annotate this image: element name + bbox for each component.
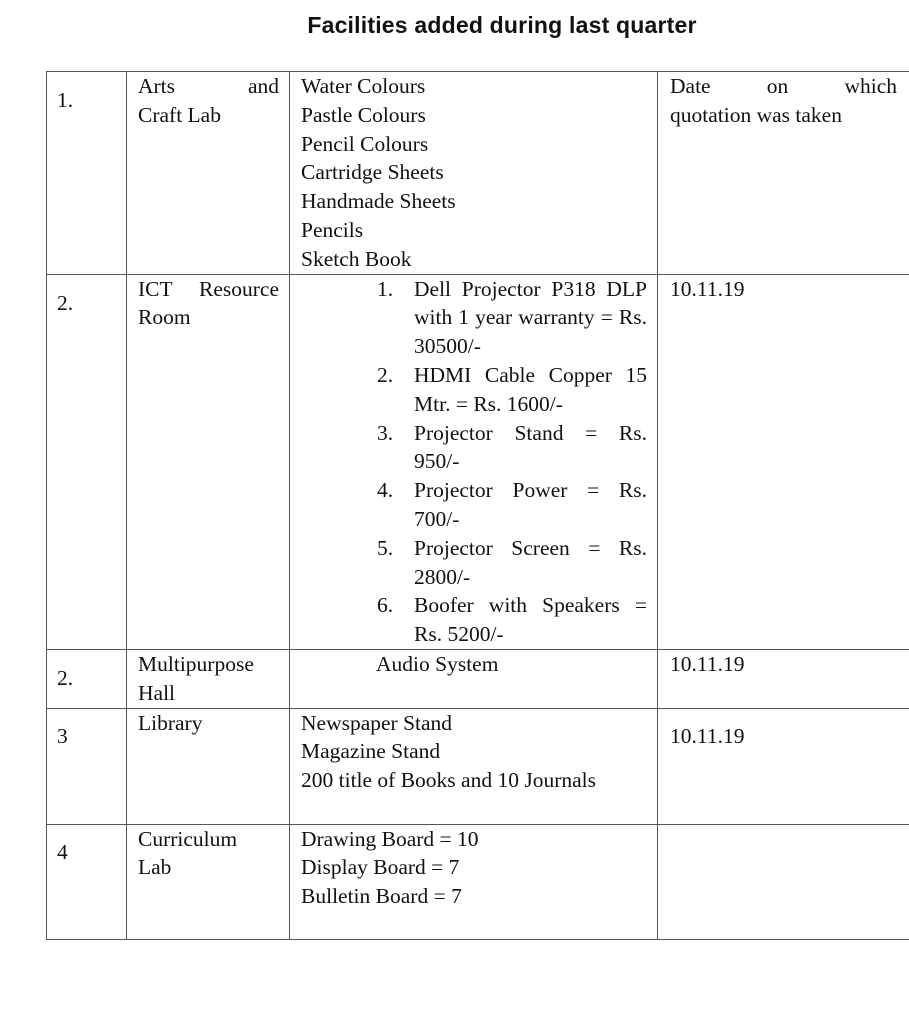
list-item-number: 2. [377,362,394,387]
numbered-item-list [301,275,647,649]
list-item-text: Boofer with Speakers = Rs. 5200/- [414,593,647,647]
list-item-text: Projector Stand = Rs. 950/- [414,420,647,474]
facility-area: Curriculum Lab [138,826,238,880]
date-cell [658,649,909,708]
list-item [301,419,647,477]
list-item-number: 5. [377,535,394,560]
table-row [47,72,909,275]
items-cell [290,649,658,708]
list-item: 200 title of Books and 10 Journals [301,768,597,793]
list-item [301,275,647,361]
date-cell [658,824,909,939]
date-cell [658,274,909,649]
facility-area-cell [127,708,290,824]
list-item: Pastle Colours [301,102,426,127]
page-title: Facilities added during last quarter [307,12,697,38]
list-item-text: Dell Projector P318 DLP with 1 year warranty = Rs. 30500/- [414,276,647,359]
list-item: Newspaper Stand [301,710,453,735]
facility-area-line: Craft Lab [138,102,221,127]
list-item: Pencils [301,217,364,242]
serial-number: 3 [57,723,68,748]
table-row [47,824,909,939]
list-item: Handmade Sheets [301,189,456,214]
list-item [301,361,647,419]
items-cell [290,824,658,939]
list-item-text: Projector Screen = Rs. 2800/- [414,535,647,589]
table-row [47,708,909,824]
quotation-date: 10.11.19 [670,651,745,676]
date-cell [658,72,909,275]
quotation-date: 10.11.19 [670,723,745,748]
serial-number-cell [47,708,127,824]
serial-number-cell [47,72,127,275]
serial-number-cell [47,274,127,649]
items-cell [290,274,658,649]
facility-area-cell [127,72,290,275]
facility-area: Multipurpose Hall [138,651,254,705]
serial-number: 2. [57,290,74,315]
facility-area-cell [127,649,290,708]
serial-number-cell [47,824,127,939]
list-item-text: Projector Power = Rs. 700/- [414,478,647,531]
list-item [301,476,647,534]
facility-area-line: Arts and [138,74,279,98]
quotation-date: 10.11.19 [670,276,745,301]
facility-area-cell [127,824,290,939]
list-item-number: 4. [377,478,394,503]
date-cell [658,708,909,824]
list-item [301,534,647,592]
list-item: Display Board = 7 [301,855,460,880]
serial-number: 1. [57,88,74,112]
items-cell [290,72,658,275]
serial-number-cell [47,649,127,708]
serial-number: 2. [57,665,74,690]
list-item: Audio System [376,651,499,676]
list-item: Pencil Colours [301,131,429,156]
list-item [301,591,647,649]
list-item-text: HDMI Cable Copper 15 Mtr. = Rs. 1600/- [414,362,647,416]
table-row [47,274,909,649]
list-item-number: 6. [377,593,394,618]
list-item: Water Colours [301,74,426,98]
facilities-table [46,71,909,940]
table-row [47,649,909,708]
facility-area: ICT Resource Room [138,276,279,330]
list-item: Magazine Stand [301,739,441,764]
facility-area-cell [127,274,290,649]
list-item: Sketch Book [301,246,412,271]
list-item-number: 1. [377,276,394,301]
date-header-line: quotation was taken [670,102,842,127]
date-header-line: Date on which [670,74,897,98]
facility-area: Library [138,710,203,735]
list-item: Cartridge Sheets [301,160,444,185]
list-item: Bulletin Board = 7 [301,884,462,909]
items-cell [290,708,658,824]
list-item-number: 3. [377,420,394,445]
serial-number: 4 [57,839,68,864]
list-item: Drawing Board = 10 [301,826,479,851]
